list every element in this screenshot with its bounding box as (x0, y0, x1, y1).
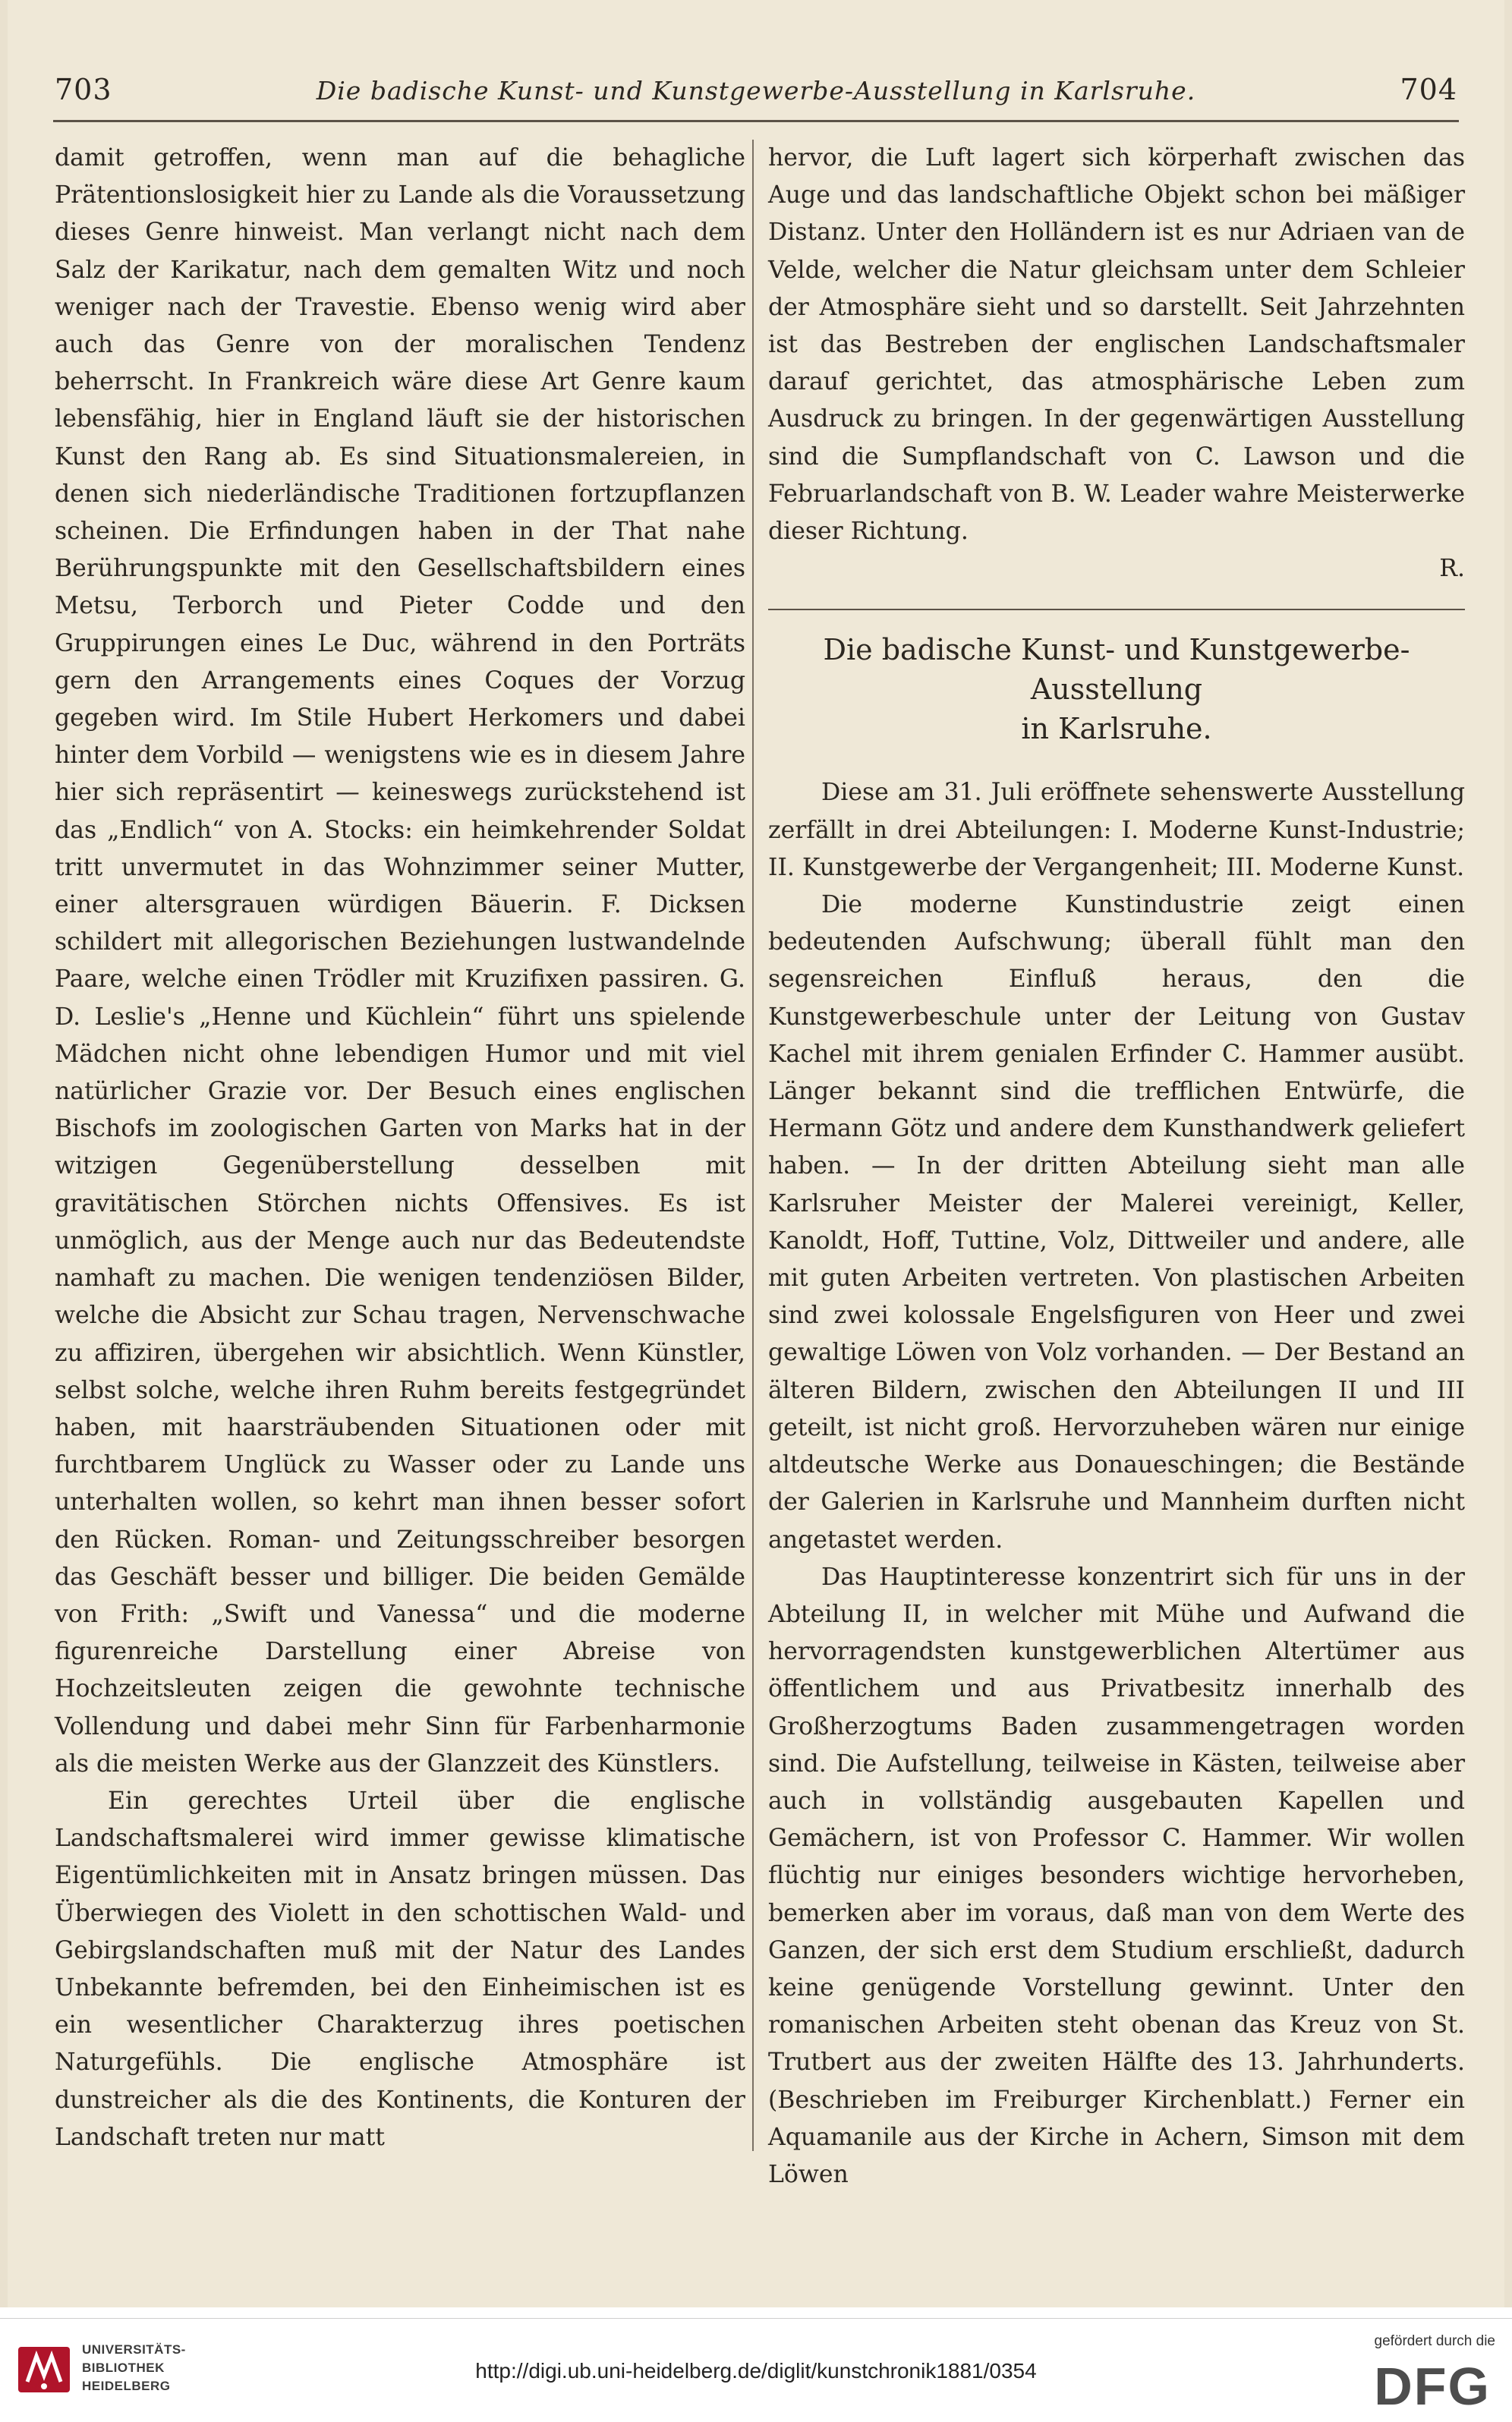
right-paragraph-3: Das Hauptinteresse konzentrirt sich für uns in der Abteilung II, in welcher mit Mühe und Aufwand die hervorragendsten kunstgewerblichen Altertümer aus öffentlichem und aus Privatbesitz innerhalb des Großherzogtums Baden zusammengetragen worden sind. Die Aufstellung, teilweise in Kästen, teilweise aber auch in vollständig ausgebauten Kapellen und Gemächern, ist von Professor C. Hammer. Wir wollen flüchtig nur einiges besonders wichtige hervorheben, bemerken aber im voraus, daß man von dem Werte des Ganzen, der sich erst dem Studium erschließt, dadurch keine genügende Vorstellung gewinnt. Unter den romanischen Arbeiten steht obenan das Kreuz von St. Trutbert aus der zweiten Hälfte des 13. Jahrhunderts. (Beschrieben im Freiburger Kirchenblatt.) Ferner ein Aquamanile aus der Kirche in Achern, Simson mit dem Löwen (768, 1563, 1465, 2188)
column-divider (752, 140, 754, 2151)
footer-rule (0, 2318, 1512, 2319)
left-paragraph-2: Ein gerechtes Urteil über die englische Landschaftsmalerei wird immer gewisse klimatische Eigentümlichkeiten mit in Ansatz bringen müssen. Das Überwiegen des Violett in den schottischen Wald- und Gebirgslandschaften muß mit der Natur des Landes Unbekannte befremden, bei den Einheimischen ist es ein wesentlicher Charakterzug ihres poetischen Naturgefühls. Die englische Atmosphäre ist dunstreicher als die des Kontinents, die Konturen der Landschaft treten nur matt (55, 1787, 745, 2151)
author-signature: R. (1439, 555, 1465, 583)
permalink-url[interactable]: http://digi.ub.uni-heidelberg.de/diglit/kunstchronik1881/0354 (475, 2359, 1037, 2383)
header-rule (53, 120, 1459, 122)
right-paragraph-1: Diese am 31. Juli eröffnete sehenswerte Ausstellung zerfällt in drei Abteilungen: I. Moderne Kunst-Industrie; II. Kunstgewerbe der Vergangenheit; III. Moderne Kunst. (768, 779, 1465, 881)
university-library-name: UNIVERSITÄTS- BIBLIOTHEK HEIDELBERG (82, 2342, 186, 2393)
right-paragraph-continued: hervor, die Luft lagert sich körperhaft zwischen das Auge und das landschaftliche Objekt schon bei mäßiger Distanz. Unter den Holländern ist es nur Adriaen van de Velde, welcher die Natur gleichsam unter dem Schleier der Atmosphäre sieht und so darstellt. Seit Jahrzehnten ist das Bestreben der englischen Landschaftsmaler darauf gerichtet, das atmosphärische Leben zum Ausdruck zu bringen. In der gegenwärtigen Ausstellung sind die Sumpflandschaft von C. Lawson und die Februarlandschaft von B. W. Leader wahre Meisterwerke dieser Richtung. (768, 144, 1465, 546)
section-heading-line-2: in Karlsruhe. (1021, 712, 1212, 746)
page-number-right: 704 (1400, 73, 1457, 106)
dfg-logo-icon: DFG (1374, 2357, 1491, 2416)
viewer-footer (0, 2307, 1512, 2422)
section-heading-line-1: Die badische Kunst- und Kunstgewerbe-Ausstellung (823, 633, 1410, 707)
section-rule (768, 609, 1465, 610)
page-number-left: 703 (55, 73, 112, 106)
left-column (55, 140, 745, 2156)
running-title: Die badische Kunst- und Kunstgewerbe-Ausstellung in Karlsruhe. (316, 76, 1196, 106)
sponsor-caption: gefördert durch die (1374, 2333, 1495, 2349)
right-paragraph-2: Die moderne Kunstindustrie zeigt einen bedeutenden Aufschwung; überall fühlt man den segensreichen Einfluß heraus, den die Kunstgewerbeschule unter der Leitung von Gustav Kachel mit ihrem genialen Erfinder C. Hammer ausübt. Länger bekannt sind die trefflichen Entwürfe, die Hermann Götz und andere dem Kunsthandwerk geliefert haben. — In der dritten Abteilung sieht man alle Karlsruher Meister der Malerei vereinigt, Keller, Kanoldt, Hoff, Tuttine, Volz, Dittweiler und andere, alle mit guten Arbeiten vertreten. Von plastischen Arbeiten sind zwei kolossale Engelsfiguren von Heer und zwei gewaltige Löwen von Volz vorhanden. — Der Bestand an älteren Bildern, zwischen den Abteilungen II und III geteilt, ist nicht groß. Hervorzuheben wären nur einige altdeutsche Werke aus Donaueschingen; die Bestände der Galerien in Karlsruhe und Mannheim durften nicht angetastet werden. (768, 891, 1465, 1554)
right-column (768, 140, 1465, 2194)
left-paragraph-1: damit getroffen, wenn man auf die behagliche Prätentionslosigkeit hier zu Lande als die Voraussetzung dieses Genre hinweist. Man verlangt nicht nach dem Salz der Karikatur, nach dem gemalten Witz und noch weniger nach der Travestie. Ebenso wenig wird aber auch das Genre von der moralischen Tendenz beherrscht. In Frankreich wäre diese Art Genre kaum lebensfähig, hier in England läuft sie der historischen Kunst den Rang ab. Es sind Situationsmalereien, in denen sich niederländische Traditionen fortzupflanzen scheinen. Die Erfindungen haben in der That nahe Berührungspunkte mit den Gesellschaftsbildern eines Metsu, Terborch und Pieter Codde und den Gruppirungen eines Le Duc, während in den Porträts gern den Arrangements eines Coques der Vorzug gegeben wird. Im Stile Hubert Herkomers und dabei hinter dem Vorbild — wenigstens wie es in diesem Jahre hier sich repräsentirt — keineswegs zurückstehend ist das „Endlich“ von A. Stocks: ein heimkehrender Soldat tritt unvermutet in das Wohnzimmer seiner Mutter, einer altersgrauen würdigen Bäuerin. F. Dicksen schildert mit allegorischen Beziehungen lustwandelnde Paare, welche einen Trödler mit Kruzifixen passiren. G. D. Leslie's „Henne und Küchlein“ führt uns spielende Mädchen nicht ohne lebendigen Humor und mit viel natürlicher Grazie vor. Der Besuch eines englischen Bischofs im zoologischen Garten von Marks hat in der witzigen Gegenüberstellung desselben mit gravitätischen Störchen nichts Offensives. Es ist unmöglich, aus der Menge auch nur das Bedeutendste namhaft zu machen. Die wenigen tendenziösen Bilder, welche die Absicht zur Schau tragen, Nervenschwache zu affiziren, übergehen wir absichtlich. Wenn Künstler, selbst solche, welche ihren Ruhm bereits festgegründet haben, mit haarsträubenden Situationen oder mit furchtbarem Unglück zu Wasser oder zu Lande uns unterhalten wollen, so kehrt man ihnen besser sofort den Rücken. Roman- und Zeitungsschreiber besorgen das Geschäft besser und billiger. Die beiden Gemälde von Frith: „Swift und Vanessa“ und die moderne figurenreiche Darstellung einer Abreise von Hochzeitsleuten zeigen die gewohnte technische Vollendung und dabei mehr Sinn für Farbenharmonie als die meisten Werke aus der Glanzzeit des Künstlers. (55, 144, 745, 1778)
paper-sheet (8, 0, 1504, 2307)
section-heading (768, 630, 1465, 748)
